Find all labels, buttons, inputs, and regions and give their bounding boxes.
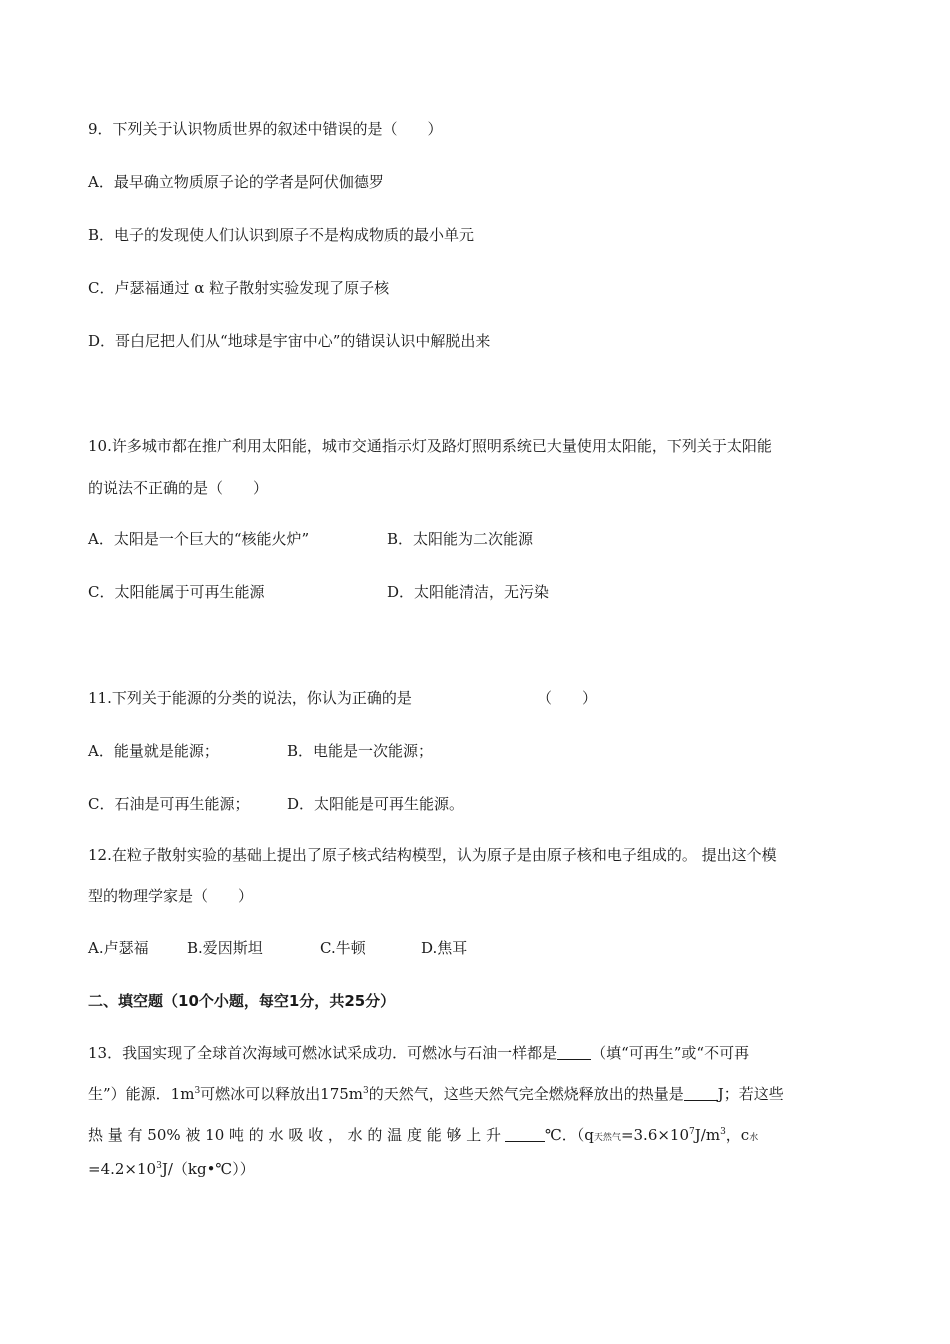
q11-option-c: C．石油是可再生能源； <box>88 795 250 813</box>
q13-line3-text-a: 热 量 有 50% 被 10 吨 的 水 吸 收 ， 水 的 温 度 能 够 上 升 <box>88 1126 502 1144</box>
q12-stem-line1: 12.在粒子散射实验的基础上提出了原子核式结构模型，认为原子是由原子核和电子组成的。 提出这个模 <box>88 846 777 864</box>
section-heading: 二、填空题（10个小题，每空1分，共25分） <box>88 992 396 1010</box>
q9-option-a: A．最早确立物质原子论的学者是阿伏伽德罗 <box>88 173 384 191</box>
q13-line4-text-b: J/（kg•℃）） <box>161 1160 255 1178</box>
q13-line2-sup1: 3 <box>194 1086 201 1096</box>
q11-stem: 11.下列关于能源的分类的说法，你认为正确的是 <box>88 689 412 707</box>
q9-option-b: B．电子的发现使人们认识到原子不是构成物质的最小单元 <box>88 226 475 244</box>
q13-line1-text-a: 13．我国实现了全球首次海域可燃冰试采成功．可燃冰与石油一样都是 <box>88 1044 558 1062</box>
q13-blank-1[interactable] <box>557 1045 591 1060</box>
q13-line1-text-b: （填“可再生”或“不可再 <box>591 1044 750 1062</box>
q13-line4-text-a: =4.2×10 <box>88 1160 157 1178</box>
q11-answer-paren: （ ） <box>537 689 598 707</box>
q13-line1 <box>88 1043 749 1063</box>
q13-line2-text-a: 生”）能源．1m <box>88 1085 195 1103</box>
q13-line3-sub2: 水 <box>749 1133 759 1143</box>
q12-option-c: C.牛顿 <box>320 939 366 957</box>
q10-option-c: C．太阳能属于可再生能源 <box>88 583 265 601</box>
q13-line2-text-c: 的天然气，这些天然气完全燃烧释放出的热量是 <box>368 1085 684 1103</box>
q13-blank-2[interactable] <box>684 1086 718 1101</box>
q13-line2-text-b: 可燃冰可以释放出175m <box>200 1085 364 1103</box>
q13-line2-sup2: 3 <box>363 1086 369 1096</box>
q12-option-b: B.爱因斯坦 <box>187 939 263 957</box>
q13-line2 <box>88 1084 784 1104</box>
q9-stem: 9．下列关于认识物质世界的叙述中错误的是（ ） <box>88 120 443 138</box>
q9-option-c: C．卢瑟福通过 α 粒子散射实验发现了原子核 <box>88 279 390 297</box>
q10-stem-line2: 的说法不正确的是（ ） <box>88 479 269 497</box>
q13-line3-sup2: 3 <box>720 1127 726 1137</box>
q12-stem-line2: 型的物理学家是（ ） <box>88 887 254 905</box>
q13-blank-3[interactable] <box>505 1127 545 1142</box>
q13-line3 <box>88 1125 758 1148</box>
q12-option-d: D.焦耳 <box>421 939 468 957</box>
q11-option-a: A．能量就是能源； <box>88 742 219 760</box>
q11-option-b: B．电能是一次能源； <box>287 742 434 760</box>
q11-option-d: D．太阳能是可再生能源。 <box>287 795 465 813</box>
q12-option-a: A.卢瑟福 <box>88 939 149 957</box>
q10-option-b: B．太阳能为二次能源 <box>387 530 534 548</box>
q13-line3-text-d: J/m <box>694 1126 721 1144</box>
q13-line3-sup1: 7 <box>689 1127 695 1137</box>
q13-line4-sup: 3 <box>156 1161 162 1171</box>
q13-line3-text-c: =3.6×10 <box>620 1126 690 1144</box>
q9-option-d: D．哥白尼把人们从“地球是宇宙中心”的错误认识中解脱出来 <box>88 332 491 350</box>
q10-stem-line1: 10.许多城市都在推广利用太阳能，城市交通指示灯及路灯照明系统已大量使用太阳能，下列关于太阳能 <box>88 437 772 455</box>
q10-option-a: A．太阳是一个巨大的“核能火炉” <box>88 530 310 548</box>
q13-line4 <box>88 1159 255 1179</box>
q10-option-d: D．太阳能清洁，无污染 <box>387 583 550 601</box>
q13-line3-text-b: ℃．（q <box>545 1126 594 1144</box>
q13-line3-text-e: ，c <box>725 1126 750 1144</box>
q13-line3-sub1: 天然气 <box>593 1133 621 1143</box>
q13-line2-text-d: J；若这些 <box>717 1085 784 1103</box>
